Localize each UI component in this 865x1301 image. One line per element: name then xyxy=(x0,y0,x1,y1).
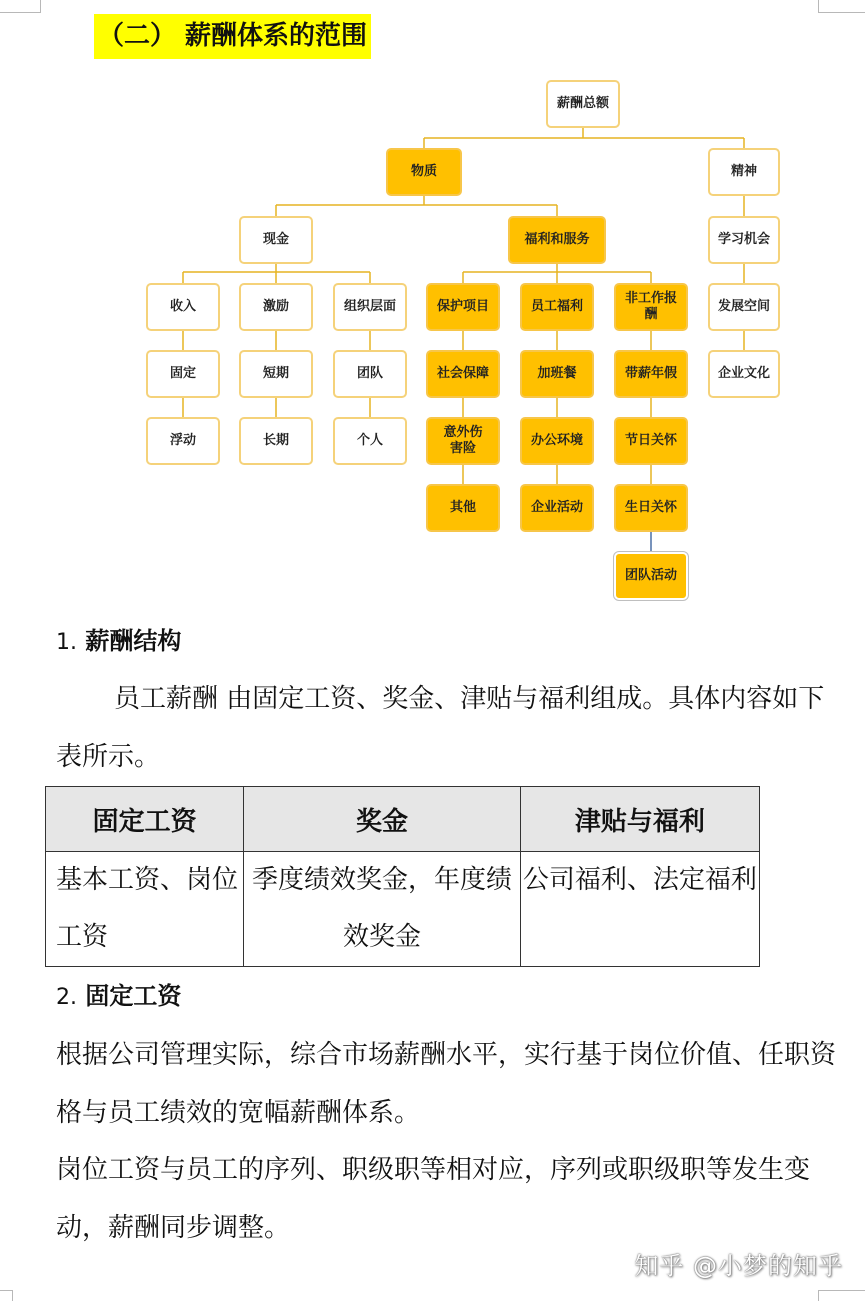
table-cell: 公司福利、法定福利 xyxy=(520,852,759,967)
chart-node-floating: 浮动 xyxy=(146,417,220,465)
section1-number: 1. xyxy=(56,630,77,655)
compensation-structure-table xyxy=(45,786,760,967)
chart-node-development: 发展空间 xyxy=(708,283,780,331)
section2-number: 2. xyxy=(56,985,77,1010)
table-header-row xyxy=(46,787,760,852)
chart-node-paid-leave: 带薪年假 xyxy=(614,350,688,398)
compensation-org-chart xyxy=(0,0,865,610)
chart-node-non-work-pay: 非工作报酬 xyxy=(614,283,688,331)
table-cell: 季度绩效奖金，年度绩效奖金 xyxy=(244,852,520,967)
table-cell: 基本工资、岗位工资 xyxy=(46,852,244,967)
chart-node-cash: 现金 xyxy=(239,216,313,264)
section1-title: 薪酬结构 xyxy=(85,627,182,655)
chart-node-individual: 个人 xyxy=(333,417,407,465)
chart-node-long-term: 长期 xyxy=(239,417,313,465)
section1-heading xyxy=(56,623,181,661)
chart-node-protection: 保护项目 xyxy=(426,283,500,331)
chart-node-learning: 学习机会 xyxy=(708,216,780,264)
chart-node-employee-welfare: 员工福利 xyxy=(520,283,594,331)
chart-node-material: 物质 xyxy=(386,148,462,196)
chart-node-income: 收入 xyxy=(146,283,220,331)
chart-node-root: 薪酬总额 xyxy=(546,80,620,128)
chart-node-social-security: 社会保障 xyxy=(426,350,500,398)
section2-heading xyxy=(56,976,181,1018)
table-header-cell: 固定工资 xyxy=(46,787,244,852)
chart-node-other: 其他 xyxy=(426,484,500,532)
chart-node-culture: 企业文化 xyxy=(708,350,780,398)
table-header-cell: 津贴与福利 xyxy=(520,787,759,852)
page-corner-mark xyxy=(0,1290,13,1301)
section2-title: 固定工资 xyxy=(85,982,182,1010)
chart-node-short-term: 短期 xyxy=(239,350,313,398)
section2-paragraph-2: 岗位工资与员工的序列、职级职等相对应，序列或职级职等发生变动，薪酬同步调整。 xyxy=(56,1155,811,1243)
page-corner-mark xyxy=(818,1290,865,1301)
watermark: 知乎 @小梦的知乎 xyxy=(634,1252,843,1280)
chart-node-incentive: 激励 xyxy=(239,283,313,331)
table-row xyxy=(46,852,760,967)
table-header-cell: 奖金 xyxy=(244,787,520,852)
chart-node-corporate-events: 企业活动 xyxy=(520,484,594,532)
chart-node-fixed: 固定 xyxy=(146,350,220,398)
chart-node-holiday-care: 节日关怀 xyxy=(614,417,688,465)
chart-node-office-env: 办公环境 xyxy=(520,417,594,465)
chart-node-spiritual: 精神 xyxy=(708,148,780,196)
chart-node-overtime-meal: 加班餐 xyxy=(520,350,594,398)
chart-node-org-level: 组织层面 xyxy=(333,283,407,331)
chart-node-birthday-care: 生日关怀 xyxy=(614,484,688,532)
chart-node-accident-insurance: 意外伤害险 xyxy=(426,417,500,465)
chart-node-benefits-services: 福利和服务 xyxy=(508,216,606,264)
section1-paragraph: 员工薪酬 由固定工资、奖金、津贴与福利组成。具体内容如下表所示。 xyxy=(56,684,825,772)
section-heading: （二） 薪酬体系的范围 xyxy=(94,14,371,59)
section2-paragraph-1: 根据公司管理实际，综合市场薪酬水平，实行基于岗位价值、任职资格与员工绩效的宽幅薪酬体系。 xyxy=(56,1040,837,1128)
chart-node-team-activity: 团队活动 xyxy=(614,552,688,600)
chart-node-team: 团队 xyxy=(333,350,407,398)
